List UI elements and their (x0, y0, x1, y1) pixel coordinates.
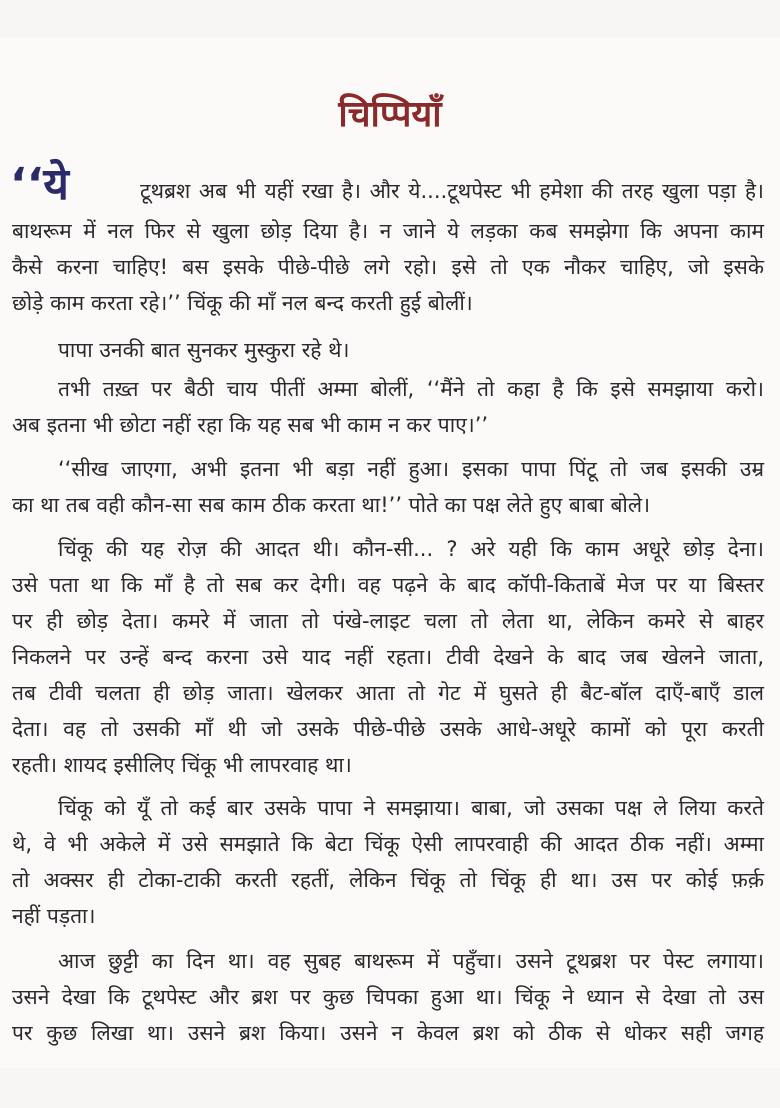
text-line: पर कुछ लिखा था। उसने ब्रश किया। उसने न केवल ब्रश को ठीक से धोकर सही जगह (12, 1021, 764, 1045)
text-line: पापा उनकी बात सुनकर मुस्कुरा रहे थे। (58, 338, 350, 362)
text-line: तभी तख़्त पर बैठी चाय पीतीं अम्मा बोलीं, ‘‘मैंने तो कहा है कि इसे समझाया करो। (58, 377, 764, 401)
drop-cap: ‘‘ये (10, 159, 69, 210)
text-line: ‘‘सीख जाएगा, अभी इतना भी बड़ा नहीं हुआ। इसका पापा पिंटू तो जब इसकी उम्र (58, 457, 764, 481)
text-line: आज छुट्टी का दिन था। वह सुबह बाथरूम में पहुँचा। उसने टूथब्रश पर पेस्ट लगाया। (58, 949, 764, 973)
text-line: तो अक्सर ही टोका-टाकी करती रहतीं, लेकिन चिंकू तो चिंकू ही था। उस पर कोई फ़र्क़ (12, 868, 764, 892)
text-line: रहती। शायद इसीलिए चिंकू भी लापरवाह था। (12, 753, 352, 777)
text-line: का था तब वही कौन-सा सब काम ठीक करता था!’’ पोते का पक्ष लेते हुए बाबा बोले। (12, 493, 651, 517)
text-line: टूथब्रश अब भी यहीं रखा है। और ये....टूथपेस्ट भी हमेशा की तरह खुला पड़ा है। (140, 179, 764, 203)
text-line: थे, वे भी अकेले में उसे समझाते कि बेटा चिंकू ऐसी लापरवाही की आदत ठीक नहीं। अम्मा (12, 832, 764, 856)
text-line: उसने देखा कि टूथपेस्ट और ब्रश पर कुछ चिपका हुआ था। चिंकू ने ध्यान से देखा तो उस (12, 985, 764, 1009)
text-line: चिंकू की यह रोज़ की आदत थी। कौन-सी... ? अरे यही कि काम अधूरे छोड़ देना। (58, 537, 764, 561)
text-line: तब टीवी चलता ही छोड़ जाता। खेलकर आता तो गेट में घुसते ही बैट-बॉल दाएँ-बाएँ डाल (12, 681, 764, 705)
text-line: चिंकू को यूँ तो कई बार उसके पापा ने समझाया। बाबा, जो उसका पक्ष ले लिया करते (58, 796, 764, 820)
text-line: अब इतना भी छोटा नहीं रहा कि यह सब भी काम न कर पाए।’’ (12, 413, 489, 437)
text-line: छोड़े काम करता रहे।’’ चिंकू की माँ नल बन्द करती हुई बोलीं। (12, 291, 473, 315)
text-line: नहीं पड़ता। (12, 904, 96, 928)
text-line: निकलने पर उन्हें बन्द करना उसे याद नहीं रहता। टीवी देखने के बाद जब खेलने जाता, (12, 645, 764, 669)
text-line: बाथरूम में नल फिर से खुला छोड़ दिया है। न जाने ये लड़का कब समझेगा कि अपना काम (12, 219, 764, 243)
story-title: चिप्पियाँ (338, 94, 442, 135)
text-line: उसे पता था कि माँ है तो सब कर देगी। वह पढ़ने के बाद कॉपी-किताबें मेज पर या बिस्तर (12, 573, 764, 597)
text-line: देता। वह तो उसकी माँ थी जो उसके पीछे-पीछे उसके आधे-अधूरे कामों को पूरा करती (12, 717, 764, 741)
text-line: पर ही छोड़ देता। कमरे में जाता तो पंखे-लाइट चला तो लेता था, लेकिन कमरे से बाहर (12, 609, 764, 633)
text-line: कैसे करना चाहिए! बस इसके पीछे-पीछे लगे रहो। इसे तो एक नौकर चाहिए, जो इसके (12, 255, 764, 279)
